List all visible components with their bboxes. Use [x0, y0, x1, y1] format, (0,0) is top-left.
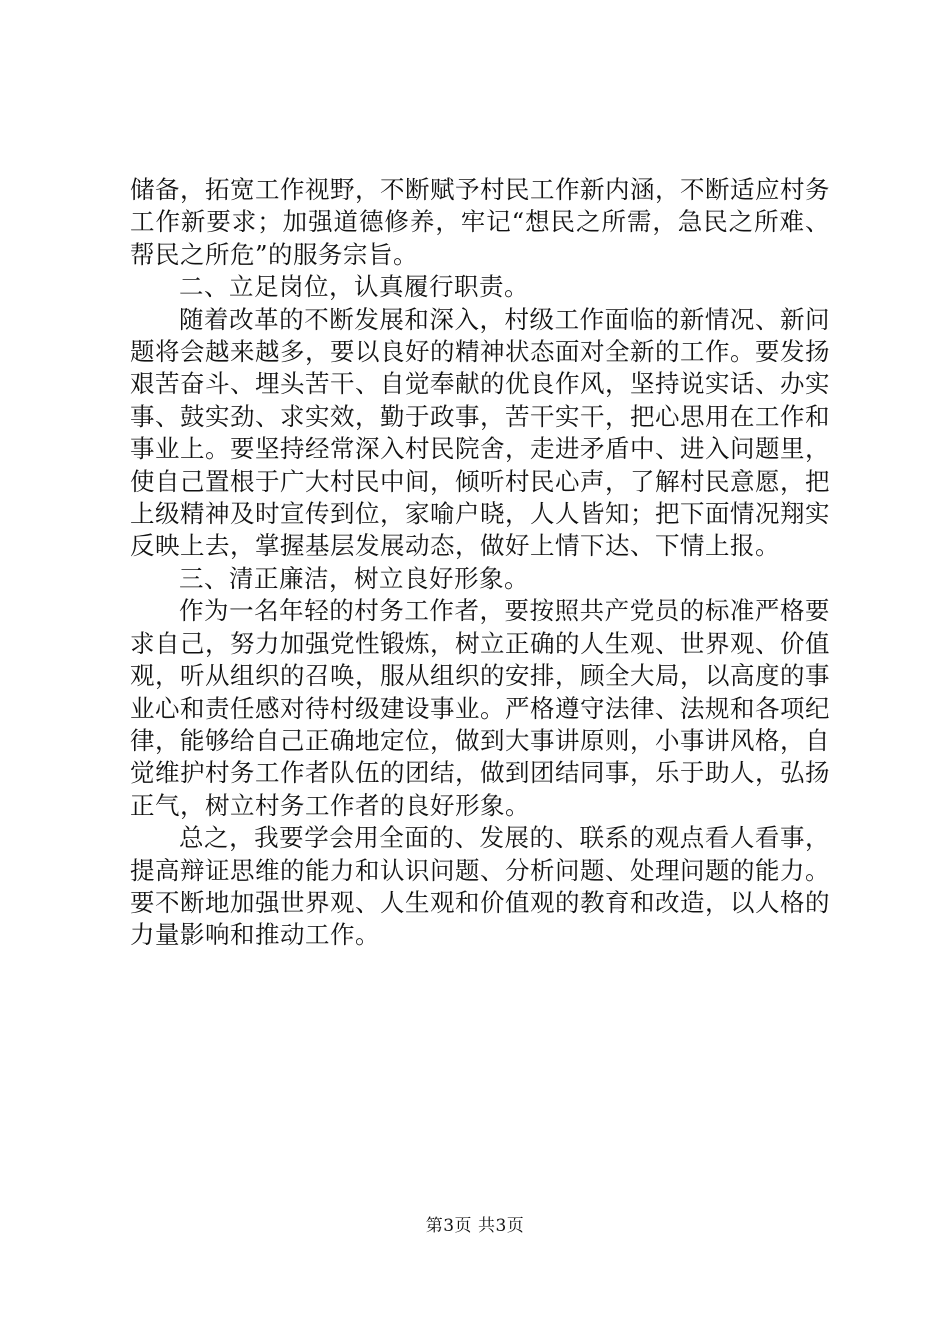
paragraph-section-3: 作为一名年轻的村务工作者，要按照共产党员的标准严格要求自己，努力加强党性锻炼，树立正确的人生观、世界观、价值观，听从组织的召唤，服从组织的安排，顾全大局，以高度的事业心和责任感对待村级建设事业。严格遵守法律、法规和各项纪律，能够给自己正确地定位，做到大事讲原则，小事讲风格，自觉维护村务工作者队伍的团结，做到团结同事，乐于助人，弘扬正气，树立村务工作者的良好形象。: [130, 596, 830, 820]
section-heading-3: 三、清正廉洁，树立良好形象。: [179, 563, 529, 593]
paragraph-section-2: 随着改革的不断发展和深入，村级工作面临的新情况、新问题将会越来越多，要以良好的精神状态面对全新的工作。要发扬艰苦奋斗、埋头苦干、自觉奉献的优良作风，坚持说实话、办实事、鼓实劲、求实效，勤于政事，苦干实干，把心思用在工作和事业上。要坚持经常深入村民院舍，走进矛盾中、进入问题里，使自己置根于广大村民中间，倾听村民心声，了解村民意愿，把上级精神及时宣传到位，家喻户晓，人人皆知；把下面情况翔实反映上去，掌握基层发展动态，做好上情下达、下情上报。: [130, 304, 830, 561]
page-number-footer: 第3页 共3页: [425, 1216, 525, 1236]
paragraph-conclusion: 总之，我要学会用全面的、发展的、联系的观点看人看事，提高辩证思维的能力和认识问题、分析问题、处理问题的能力。要不断地加强世界观、人生观和价值观的教育和改造，以人格的力量影响和推动工作。: [130, 823, 830, 950]
document-body: [130, 174, 830, 952]
section-heading-2: 二、立足岗位，认真履行职责。: [179, 272, 529, 302]
paragraph-continuation: 储备，拓宽工作视野，不断赋予村民工作新内涵，不断适应村务工作新要求；加强道德修养，牢记“想民之所需，急民之所难、帮民之所危”的服务宗旨。: [130, 175, 830, 269]
